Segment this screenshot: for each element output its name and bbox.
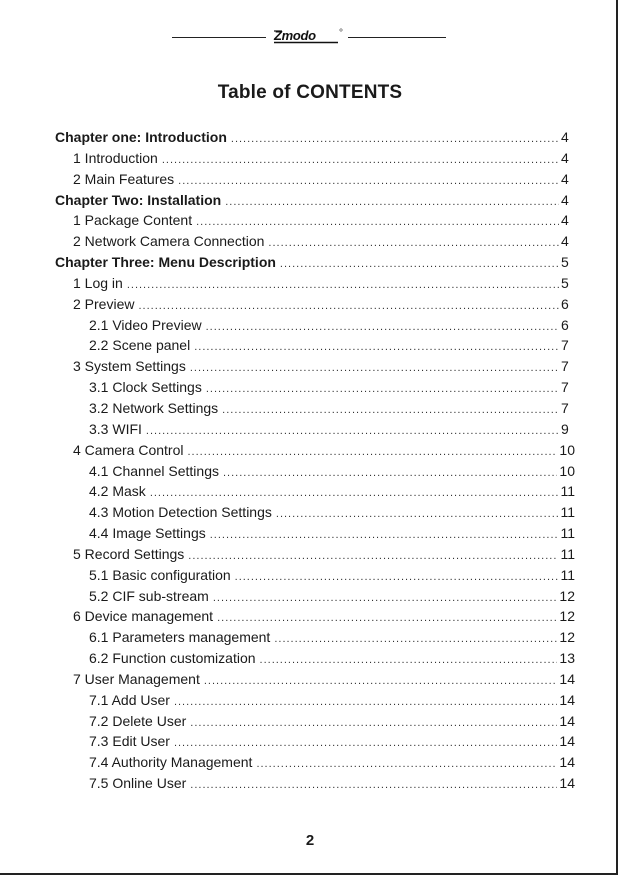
- toc-entry[interactable]: [55, 294, 575, 315]
- toc-entry-page: 11: [560, 525, 575, 542]
- toc-dot-leader: [190, 358, 559, 378]
- toc-entry-label: 7.4 Authority Management: [89, 754, 253, 771]
- toc-chapter-entry[interactable]: [55, 127, 575, 148]
- toc-entry-page: 14: [559, 712, 575, 729]
- toc-dot-leader: [213, 588, 558, 608]
- toc-entry-label: 5.1 Basic configuration: [89, 566, 231, 583]
- toc-entry-page: 12: [559, 587, 575, 604]
- page-header: [0, 24, 620, 46]
- toc-entry-label: 1 Introduction: [73, 149, 158, 166]
- toc-chapter-entry[interactable]: [55, 190, 575, 211]
- header-rule-left: [172, 37, 266, 38]
- toc-entry-page: 7: [561, 337, 569, 354]
- toc-entry[interactable]: [55, 398, 575, 419]
- page-number: 2: [305, 832, 315, 849]
- toc-entry[interactable]: [55, 523, 575, 544]
- toc-entry-page: 4: [561, 233, 569, 250]
- toc-dot-leader: [196, 212, 559, 232]
- toc-dot-leader: [174, 733, 557, 753]
- toc-entry-page: 14: [559, 670, 575, 687]
- toc-entry-label: 1 Package Content: [73, 212, 193, 229]
- toc-dot-leader: [217, 608, 557, 628]
- toc-entry[interactable]: [55, 669, 575, 690]
- toc-entry-label: 3.2 Network Settings: [89, 399, 219, 416]
- toc-entry[interactable]: [55, 711, 575, 732]
- toc-entry-page: 11: [560, 566, 575, 583]
- toc-entry-label: 4.2 Mask: [89, 483, 146, 500]
- toc-entry-page: 9: [561, 420, 569, 437]
- toc-dot-leader: [223, 463, 557, 483]
- toc-entry[interactable]: [55, 231, 575, 252]
- toc-entry-label: 6.2 Function customization: [89, 650, 256, 667]
- toc-entry[interactable]: [55, 648, 575, 669]
- toc-entry-page: 6: [561, 316, 569, 333]
- toc-entry-label: 2.2 Scene panel: [89, 337, 191, 354]
- toc-entry[interactable]: [55, 419, 575, 440]
- toc-entry-label: 5 Record Settings: [73, 545, 185, 562]
- toc-entry-label: 5.2 CIF sub-stream: [89, 587, 209, 604]
- toc-entry-page: 7: [561, 379, 569, 396]
- toc-dot-leader: [188, 546, 558, 566]
- toc-entry[interactable]: [55, 440, 575, 461]
- toc-entry[interactable]: [55, 627, 575, 648]
- toc-entry-page: 13: [559, 650, 575, 667]
- toc-entry-page: 4: [561, 212, 569, 229]
- toc-dot-leader: [276, 504, 559, 524]
- toc-entry-page: 7: [561, 358, 569, 375]
- toc-entry-label: 3 System Settings: [73, 358, 186, 375]
- toc-dot-leader: [260, 650, 558, 670]
- toc-dot-leader: [222, 400, 559, 420]
- toc-entry-page: 10: [559, 441, 575, 458]
- toc-entry-label: 1 Log in: [73, 274, 123, 291]
- toc-dot-leader: [225, 192, 559, 212]
- toc-entry-label: 4.3 Motion Detection Settings: [89, 504, 272, 521]
- toc-entry[interactable]: [55, 335, 575, 356]
- toc-entry-label: 7.3 Edit User: [89, 733, 170, 750]
- toc-chapter-entry[interactable]: [55, 252, 575, 273]
- toc-dot-leader: [150, 483, 559, 503]
- toc-entry[interactable]: [55, 752, 575, 773]
- toc-entry[interactable]: [55, 690, 575, 711]
- toc-entry-label: 7.1 Add User: [89, 691, 170, 708]
- toc-entry-label: 4 Camera Control: [73, 441, 184, 458]
- toc-entry[interactable]: [55, 148, 575, 169]
- toc-dot-leader: [204, 671, 558, 691]
- toc-entry-page: 7: [561, 399, 569, 416]
- toc-entry-page: 11: [560, 483, 575, 500]
- toc-dot-leader: [138, 296, 559, 316]
- page-title: Table of CONTENTS: [217, 82, 403, 103]
- toc-entry-page: 4: [561, 170, 569, 187]
- toc-entry[interactable]: [55, 169, 575, 190]
- toc-entry-label: 7.5 Online User: [89, 775, 187, 792]
- toc-entry[interactable]: [55, 731, 575, 752]
- toc-entry[interactable]: [55, 315, 575, 336]
- toc-dot-leader: [231, 129, 559, 149]
- toc-entry[interactable]: [55, 773, 575, 794]
- toc-entry[interactable]: [55, 565, 575, 586]
- toc-entry-page: 11: [560, 504, 575, 521]
- toc-dot-leader: [190, 713, 557, 733]
- toc-entry-page: 11: [560, 545, 575, 562]
- toc-entry-page: 14: [559, 691, 575, 708]
- toc-entry-page: 5: [561, 254, 569, 271]
- toc-entry[interactable]: [55, 461, 575, 482]
- table-of-contents: [55, 127, 575, 794]
- toc-dot-leader: [268, 233, 559, 253]
- toc-dot-leader: [235, 567, 559, 587]
- toc-entry[interactable]: [55, 210, 575, 231]
- toc-dot-leader: [206, 317, 559, 337]
- toc-entry[interactable]: [55, 377, 575, 398]
- zmodo-logo: [272, 26, 344, 46]
- toc-entry[interactable]: [55, 273, 575, 294]
- toc-entry-page: 4: [561, 149, 569, 166]
- toc-dot-leader: [178, 171, 559, 191]
- toc-entry[interactable]: [55, 606, 575, 627]
- toc-entry-page: 4: [561, 191, 569, 208]
- logo-text: Zmodo: [274, 28, 316, 43]
- toc-entry-label: 2 Preview: [73, 295, 135, 312]
- toc-entry-label: 2 Main Features: [73, 170, 175, 187]
- toc-dot-leader: [210, 525, 559, 545]
- toc-entry-label: 2.1 Video Preview: [89, 316, 202, 333]
- toc-entry-label: 4.1 Channel Settings: [89, 462, 219, 479]
- toc-dot-leader: [256, 754, 557, 774]
- toc-dot-leader: [146, 421, 559, 441]
- toc-dot-leader: [188, 442, 558, 462]
- toc-entry-page: 4: [561, 129, 569, 145]
- toc-entry-page: 10: [559, 462, 575, 479]
- toc-dot-leader: [194, 337, 559, 357]
- toc-entry[interactable]: [55, 502, 575, 523]
- toc-entry-page: 12: [559, 629, 575, 646]
- toc-entry-label: 3.3 WIFI: [89, 420, 142, 437]
- toc-entry-label: Chapter Three: Menu Description: [55, 254, 276, 271]
- toc-entry-label: 3.1 Clock Settings: [89, 379, 202, 396]
- toc-entry-label: 4.4 Image Settings: [89, 525, 206, 542]
- toc-entry[interactable]: [55, 544, 575, 565]
- toc-dot-leader: [127, 275, 559, 295]
- toc-entry[interactable]: [55, 586, 575, 607]
- toc-dot-leader: [174, 692, 557, 712]
- toc-entry-label: 7 User Management: [73, 670, 200, 687]
- toc-dot-leader: [190, 775, 557, 795]
- toc-dot-leader: [274, 629, 557, 649]
- toc-entry-label: Chapter one: Introduction: [55, 129, 227, 145]
- toc-entry-label: 6 Device management: [73, 608, 214, 625]
- toc-entry-label: 2 Network Camera Connection: [73, 233, 265, 250]
- toc-entry-label: Chapter Two: Installation: [55, 191, 222, 208]
- toc-entry-page: 5: [561, 274, 569, 291]
- toc-entry-page: 6: [561, 295, 569, 312]
- toc-entry[interactable]: [55, 481, 575, 502]
- header-rule-right: [348, 37, 446, 38]
- toc-entry[interactable]: [55, 356, 575, 377]
- toc-entry-label: 6.1 Parameters management: [89, 629, 271, 646]
- toc-entry-page: 14: [559, 733, 575, 750]
- toc-dot-leader: [162, 150, 559, 170]
- toc-dot-leader: [280, 254, 559, 274]
- toc-entry-page: 12: [559, 608, 575, 625]
- toc-entry-page: 14: [559, 775, 575, 792]
- toc-dot-leader: [206, 379, 559, 399]
- toc-entry-label: 7.2 Delete User: [89, 712, 187, 729]
- toc-entry-page: 14: [559, 754, 575, 771]
